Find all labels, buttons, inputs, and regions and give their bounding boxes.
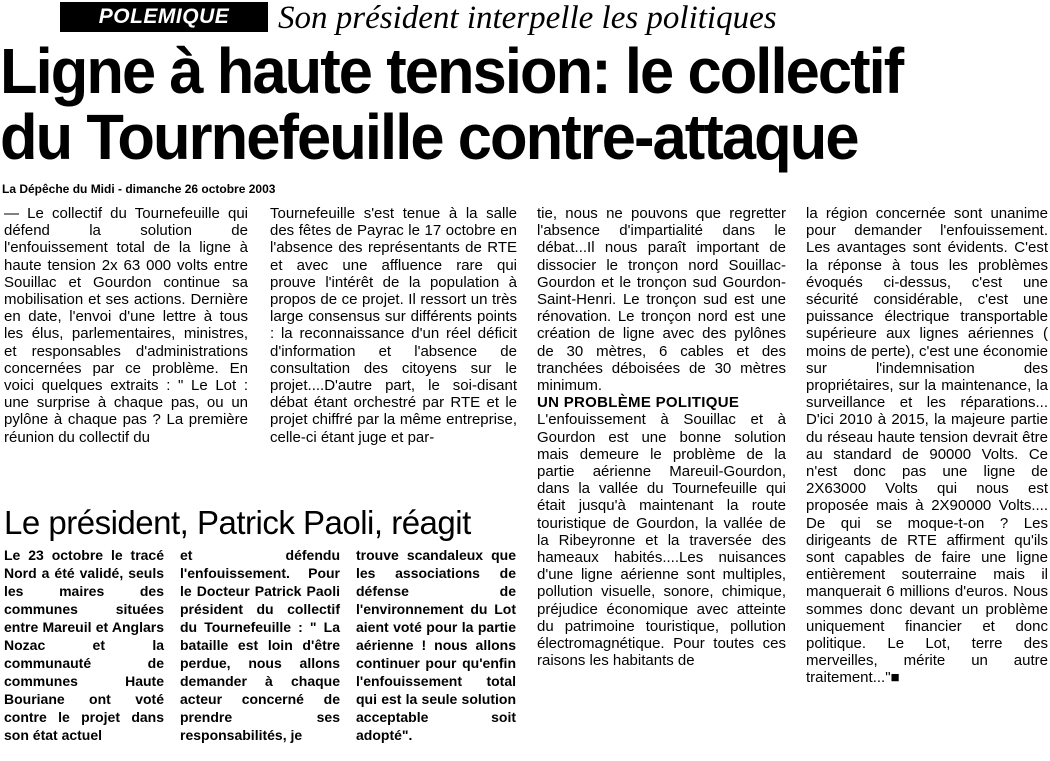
- article-column-2: [270, 205, 517, 446]
- article-column-1: [4, 205, 248, 446]
- column-text: Tournefeuille s'est tenue à la salle des fêtes de Payrac le 17 octobre en l'absence des représentants de RTE et avec une affluence rare qui prouve l'intérêt de la population à propos de ce projet. Il ressort un très large consensus sur différents points : la reconnaissance d'un réel déficit d'information et l'absence de consultation des citoyens sur le projet....D'autre part, le soi-disant débat étant orchestré par RTE et le projet chiffré par la même entreprise, celle-ci étant juge et par-: [270, 205, 517, 446]
- headline-line-1: Ligne à haute tension: le collectif: [0, 35, 903, 107]
- headline: [0, 35, 1008, 173]
- article-column-4: [806, 205, 1048, 687]
- column-text: L'enfouissement à Souillac et à Gourdon est une bonne solution mais demeure le problème de la partie aérienne Mareuil-Gourdon, dans la vallée du Tournefeuille qui était jusqu'à maintenant la route touristique de Gourdon, la vallée de la Ribeyronne et la traversée des hameaux habités....Les nuisances d'une ligne aérienne sont multiples, pollution visuelle, sonore, chimique, préjudice économique avec atteinte du patrimoine touristique, pollution électromagnétique. Pour toutes ces raisons les habitants de: [537, 411, 786, 670]
- headline-line-2: du Tournefeuille contre-attaque: [0, 101, 858, 173]
- source-line: La Dépêche du Midi - dimanche 26 octobre 2003: [2, 182, 276, 196]
- box-column-3: trouve scandaleux que les associations de défense de l'environnement du Lot aient voté pour la partie aérienne ! nous allons continuer pour qu'enfin l'enfouissement total qui est la seule solution acceptable soit adopté".: [356, 547, 516, 743]
- box-column-2: et défendu l'enfouissement. Pour le Docteur Patrick Paoli président du collectif du Tournefeuille : " La bataille est loin d'être perdue, nous allons demander à chaque acteur concerné de prendre ses responsabilités, je: [180, 547, 340, 743]
- subheading: UN PROBLÈME POLITIQUE: [537, 394, 740, 412]
- column-text: la région concernée sont unanime pour demander l'enfouissement. Les avantages sont évidents. C'est la réponse à tous les problèmes évoqués ci-dessus, c'est une sécurité considérable, c'est une puissance électrique transportable supérieure aux lignes aériennes ( moins de perte), c'est une économie sur l'indemnisation des propriétaires, sur la maintenance, la surveillance et les réparations... D'ici 2010 à 2015, la majeure partie du réseau haute tension devrait être au standard de 90000 Volts. Ce n'est donc pas une ligne de 2X63000 Volts qui nous est proposée mais à 2X90000 Volts.... De qui se moque-t-on ? Les dirigeants de RTE affirment qu'ils sont capables de faire une ligne entièrement souterraine mais il manquerait 6 millions d'euros. Nous sommes donc devant un problème uniquement financier et donc politique. Le Lot, terre des merveilles, mérite un autre traitement..."■: [806, 205, 1048, 687]
- section-kicker: POLEMIQUE: [60, 2, 268, 32]
- overtitle: Son président interpelle les politiques: [278, 0, 777, 36]
- box-column-1: Le 23 octobre le tracé Nord a été validé, seuls les maires des communes situées entre Mareuil et Anglars Nozac et la communauté de communes Haute Bouriane ont voté contre le projet dans son état actuel: [4, 547, 164, 743]
- column-text: — Le collectif du Tournefeuille qui défend la solution de l'enfouissement total de la ligne à haute tension 2x 63 000 volts entre Souillac et Gourdon continue sa mobilisation et ses actions. Dernière en date, l'envoi d'une lettre à tous les élus, parlementaires, ministres, et responsables d'administrations concernées par ce problème. En voici quelques extraits : " Le Lot : une surprise à chaque pas, ou un pylône à chaque pas ? La première réunion du collectif du: [4, 205, 248, 446]
- column-text: tie, nous ne pouvons que regretter l'absence d'impartialité dans le débat...Il nous paraît important de dissocier le tronçon nord Souillac-Gourdon et le tronçon sud Gourdon-Saint-Henri. Le tronçon sud est une rénovation. Le tronçon nord est une création de ligne avec des pylônes de 30 mètres, 6 cables et des tranchées déboisées de 30 mètres minimum.: [537, 205, 786, 395]
- box-title: Le président, Patrick Paoli, réagit: [4, 504, 471, 541]
- article-column-3: [537, 205, 786, 669]
